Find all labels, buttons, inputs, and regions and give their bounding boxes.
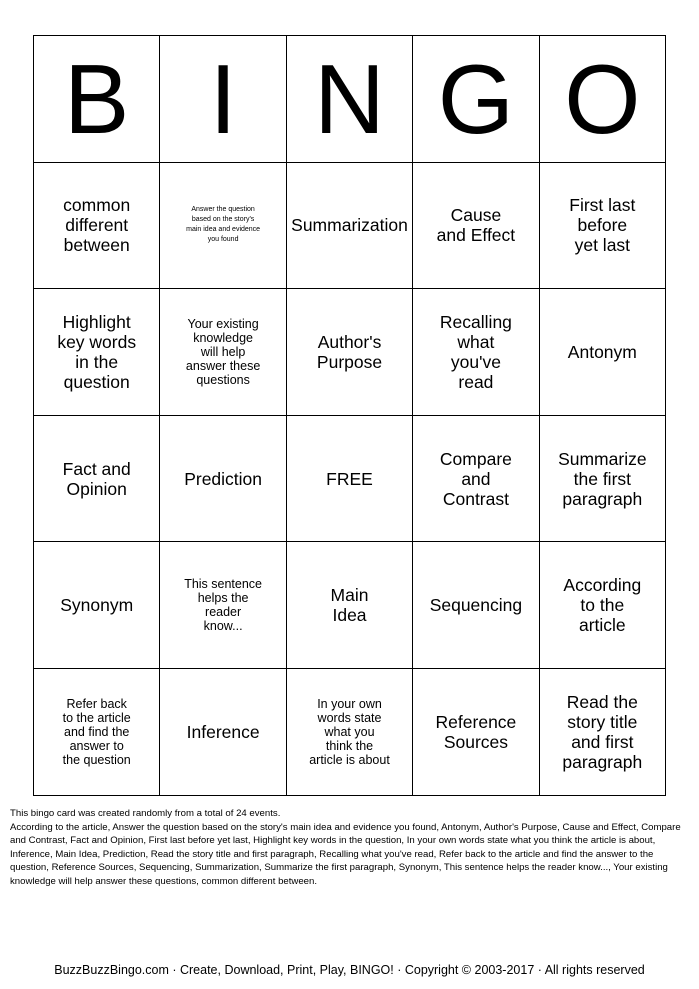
header-letter: I xyxy=(209,43,237,154)
cell-text: Summarization xyxy=(291,215,408,236)
bingo-cell xyxy=(34,289,160,416)
header-cell-g xyxy=(413,36,539,163)
bingo-cell xyxy=(540,416,666,543)
cell-text: According to the article xyxy=(563,575,642,636)
cell-text: In your own words state what you think the article is about xyxy=(309,696,390,767)
bingo-cell xyxy=(34,416,160,543)
cell-text: Reference Sources xyxy=(435,711,517,752)
header-cell-i xyxy=(160,36,286,163)
bingo-cell xyxy=(160,669,286,796)
header-row xyxy=(34,36,666,163)
card-info xyxy=(10,807,690,888)
bingo-cell xyxy=(160,542,286,669)
footer-copyright: BuzzBuzzBingo.com · Create, Download, Print, Play, BINGO! · Copyright © 2003-2017 · All rights reserved xyxy=(54,963,645,977)
cell-text: Inference xyxy=(186,721,260,742)
cell-text: Prediction xyxy=(184,468,263,489)
cell-text: Summarize the first paragraph xyxy=(558,448,647,509)
bingo-cell xyxy=(540,163,666,290)
bingo-cell xyxy=(413,669,539,796)
cell-text: Answer the question based on the story's main idea and evidence you found xyxy=(186,206,261,244)
cell-text: Sequencing xyxy=(429,595,523,616)
header-letter: N xyxy=(314,43,385,154)
cell-text: Main Idea xyxy=(330,585,369,626)
header-letter: B xyxy=(64,43,130,154)
grid-row-1 xyxy=(34,163,666,290)
free-space-cell xyxy=(287,416,413,543)
cell-text: This sentence helps the reader know... xyxy=(184,577,263,634)
cell-text: common different between xyxy=(63,195,131,256)
bingo-cell xyxy=(413,163,539,290)
cell-text: FREE xyxy=(326,468,373,489)
bingo-cell xyxy=(160,289,286,416)
cell-text: Your existing knowledge will help answer these questions xyxy=(185,316,261,387)
bingo-cell xyxy=(160,163,286,290)
bingo-card xyxy=(33,35,666,796)
bingo-cell xyxy=(160,416,286,543)
bingo-cell xyxy=(540,289,666,416)
cell-text: Read the story title and first paragraph xyxy=(562,691,643,772)
bingo-cell xyxy=(413,542,539,669)
cell-text: Synonym xyxy=(60,595,134,616)
cell-text: Recalling what you've read xyxy=(439,311,512,392)
grid-row-2 xyxy=(34,289,666,416)
cell-text: Author's Purpose xyxy=(316,331,383,372)
bingo-cell xyxy=(287,542,413,669)
cell-text: Cause and Effect xyxy=(436,205,516,246)
bingo-cell xyxy=(34,163,160,290)
cell-text: First last before yet last xyxy=(569,195,636,256)
grid-row-4 xyxy=(34,542,666,669)
bingo-cell xyxy=(540,542,666,669)
bingo-cell xyxy=(287,163,413,290)
cell-text: Antonym xyxy=(567,341,637,362)
bingo-cell xyxy=(34,669,160,796)
header-cell-o xyxy=(540,36,666,163)
header-letter: G xyxy=(437,43,515,154)
card-info-event-list: According to the article, Answer the question based on the story's main idea and evidence you found, Antonym, Author's Purpose, Cause and Effect, Compare and Contrast, Fact and Opinion, First last before yet last, Highlight key words in the question, In your own words state what you think the article is about, Inference, Main Idea, Prediction, Read the story title and first paragraph, Recalling what you've read, Refer back to the article and find the answer to the question, Reference Sources, Sequencing, Summarization, Summarize the first paragraph, Synonym, This sentence helps the reader know..., Your existing knowledge will help answer these questions, common different between. xyxy=(10,821,681,887)
bingo-cell xyxy=(287,669,413,796)
bingo-cell xyxy=(287,289,413,416)
cell-text: Refer back to the article and find the answer to the question xyxy=(62,696,131,767)
header-cell-b xyxy=(34,36,160,163)
grid-row-5 xyxy=(34,669,666,796)
bingo-cell xyxy=(413,289,539,416)
header-letter: O xyxy=(564,43,641,154)
bingo-cell xyxy=(413,416,539,543)
cell-text: Highlight key words in the question xyxy=(57,311,137,392)
cell-text: Compare and Contrast xyxy=(439,448,512,509)
header-cell-n xyxy=(287,36,413,163)
card-info-summary: This bingo card was created randomly from a total of 24 events. xyxy=(10,808,281,819)
grid-row-3 xyxy=(34,416,666,543)
cell-text: Fact and Opinion xyxy=(62,458,131,499)
bingo-cell xyxy=(34,542,160,669)
bingo-cell xyxy=(540,669,666,796)
